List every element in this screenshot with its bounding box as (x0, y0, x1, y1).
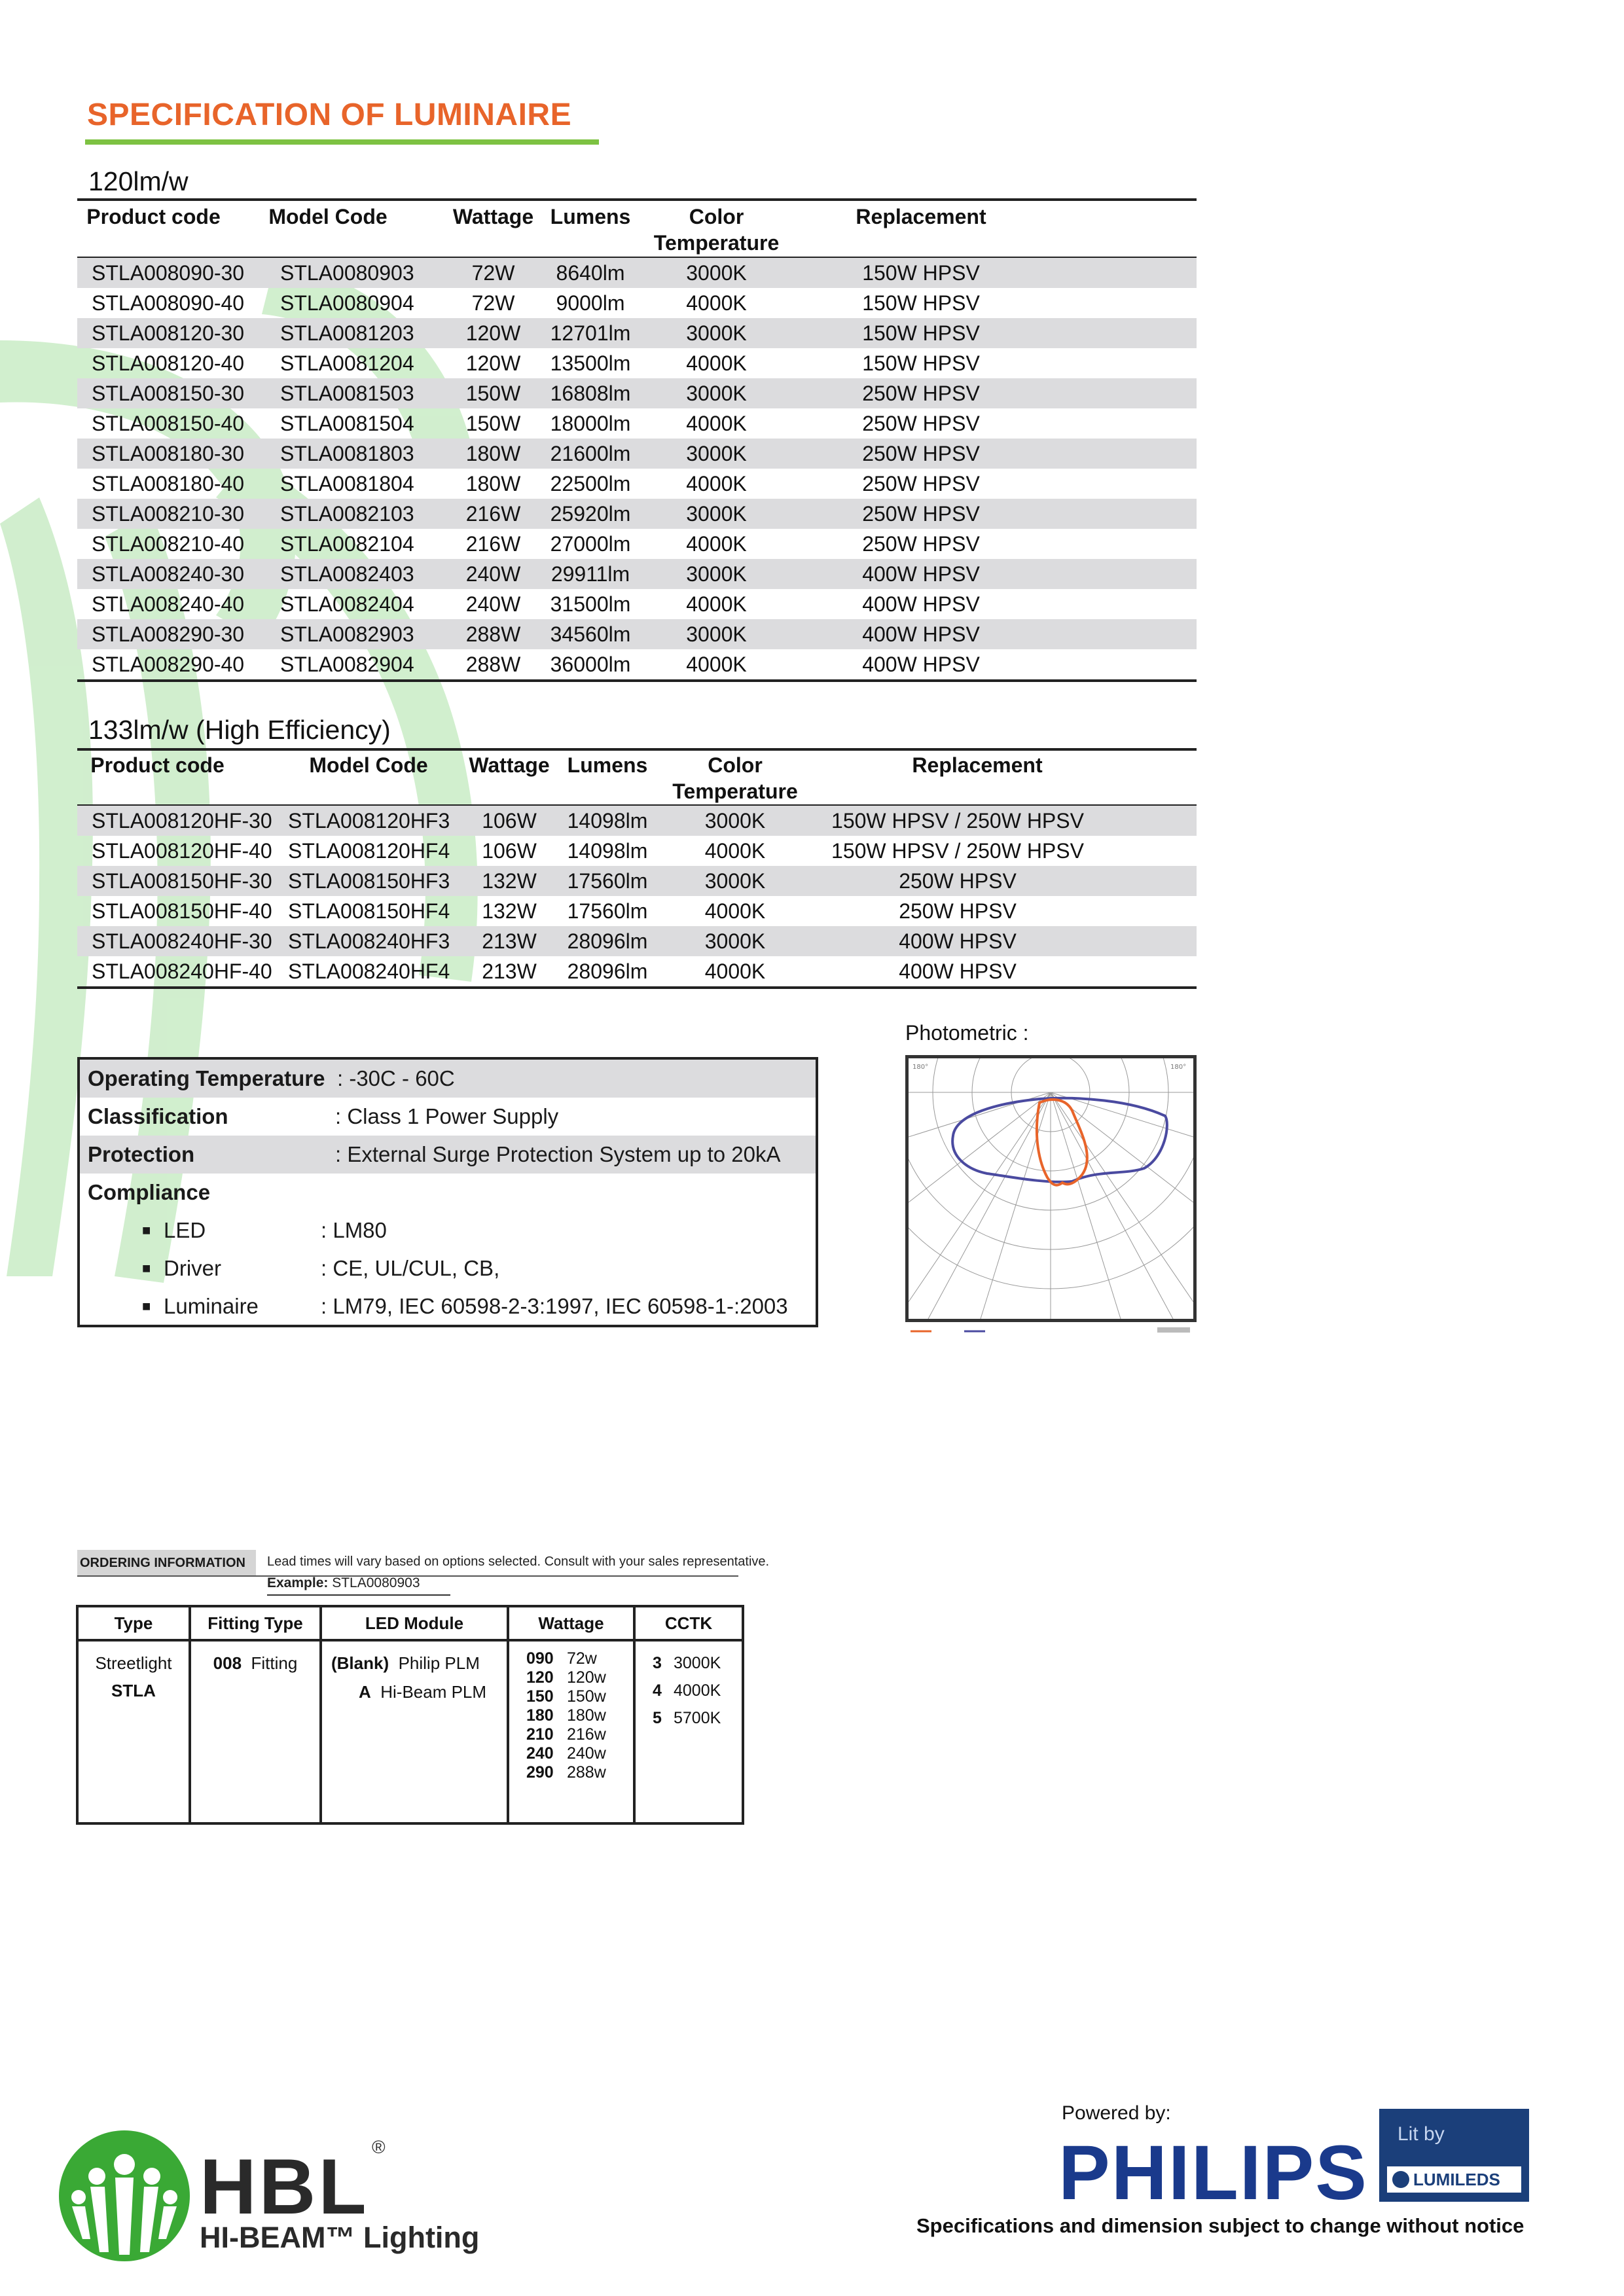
spec-value: : External Surge Protection System up to 20kA (335, 1142, 781, 1166)
option-code: 180 (526, 1706, 554, 1725)
compliance-value: : LM79, IEC 60598-2-3:1997, IEC 60598-1-:2003 (321, 1294, 788, 1318)
table-cell: 150W (449, 378, 537, 408)
table-cell: 3000K (660, 866, 810, 896)
table-cell: STLA008240-30 (77, 559, 253, 589)
col-header-wattage: Wattage (452, 205, 534, 228)
table-cell: 4000K (686, 531, 747, 556)
table-cell: 120W (465, 351, 521, 375)
table-cell: 4000K (686, 411, 747, 435)
table-cell: 8640lm (537, 257, 643, 288)
table-cell: 4000K (704, 899, 766, 923)
table-cell: 250W HPSV (789, 439, 1197, 469)
option-code: 150 (526, 1687, 554, 1706)
table-row (77, 318, 1197, 348)
table-cell: 4000K (686, 291, 747, 315)
option-code: 5 (653, 1709, 662, 1727)
table-cell: 213W (463, 926, 555, 956)
table-cell: STLA0081504 (280, 411, 414, 435)
table-cell: 106W (482, 838, 537, 863)
col-header-color-temp: Color Temperature (672, 753, 798, 803)
table-cell: STLA0082104 (280, 531, 414, 556)
compliance-item-luminaire (80, 1287, 816, 1325)
table-cell: 288W (465, 652, 521, 676)
table-cell: 250W HPSV (789, 378, 1197, 408)
example-underline (267, 1594, 450, 1596)
table-cell: 4000K (686, 652, 747, 676)
compliance-label: LED (164, 1218, 206, 1242)
fitting-code: 008 (213, 1653, 242, 1673)
lumileds-badge (1387, 2166, 1521, 2193)
philips-logo: PHILIPS (1058, 2130, 1368, 2216)
section-heading-120lmw: 120lm/w (88, 166, 189, 196)
table-cell: 132W (482, 899, 537, 923)
order-col-cctk: CCTK (634, 1606, 743, 1640)
table-cell: STLA0082904 (280, 652, 414, 676)
table-cell: 3000K (643, 559, 789, 589)
table-cell: 16808lm (537, 378, 643, 408)
table-cell: 31500lm (550, 592, 631, 616)
table-cell: STLA008210-40 (92, 531, 245, 556)
col-header-wattage: Wattage (469, 753, 550, 777)
order-cell-cctk (634, 1640, 743, 1823)
table-cell: 150W HPSV (789, 318, 1197, 348)
table-cell: 288W (449, 619, 537, 649)
compliance-label: Luminaire (164, 1294, 259, 1318)
table-cell: 25920lm (537, 499, 643, 529)
fitting-name: Fitting (251, 1653, 298, 1673)
hbl-logo-icon (52, 2124, 196, 2268)
type-name: Streetlight (95, 1653, 172, 1673)
table-cell: STLA008150HF4 (288, 899, 450, 923)
spec-row-operating-temperature (80, 1060, 816, 1098)
spec-label: Classification (88, 1104, 228, 1128)
table-cell: 3000K (643, 257, 789, 288)
table-cell: 240W (449, 559, 537, 589)
table-cell: 3000K (643, 439, 789, 469)
table-row (77, 619, 1197, 649)
lumileds-icon (1392, 2171, 1409, 2188)
table-cell: STLA0082103 (253, 499, 449, 529)
table-cell: 3000K (660, 805, 810, 836)
spec-label: Compliance (88, 1180, 211, 1204)
page-title: SPECIFICATION OF LUMINAIRE (87, 98, 572, 132)
table-row (77, 589, 1197, 619)
col-header-replacement: Replacement (912, 753, 1043, 777)
col-header-lumens: Lumens (550, 205, 631, 228)
cct-options (636, 1641, 742, 1822)
specifications-box (77, 1057, 818, 1327)
led-module-option (359, 1682, 486, 1702)
table-cell: 400W HPSV (862, 592, 980, 616)
table-row (77, 378, 1197, 408)
spec-value: : -30C - 60C (337, 1066, 455, 1090)
table-cell: 22500lm (550, 471, 631, 495)
option-row (526, 1668, 606, 1687)
table-cell: 4000K (686, 592, 747, 616)
option-code: 290 (526, 1763, 554, 1782)
fitting-option (191, 1653, 319, 1674)
ordering-note: Lead times will vary based on options selected. Consult with your sales representative. (267, 1554, 770, 1569)
table-row (77, 408, 1197, 439)
table-cell: STLA008210-30 (77, 499, 253, 529)
option-name: 72w (567, 1649, 597, 1668)
table-cell: 150W HPSV (862, 291, 980, 315)
table-cell: STLA008240HF-30 (77, 926, 274, 956)
bullet-icon: ■ (142, 1222, 151, 1238)
powered-by-label: Powered by: (1062, 2102, 1171, 2124)
spec-label: Operating Temperature (88, 1066, 325, 1090)
spec-table-133lmw-body (77, 805, 1197, 988)
table-cell: 28096lm (567, 959, 648, 983)
example-label: Example: (267, 1575, 329, 1590)
table-cell: 150W HPSV / 250W HPSV (810, 805, 1197, 836)
option-code: 4 (653, 1681, 662, 1700)
option-name: 120w (567, 1668, 606, 1687)
svg-text:180°: 180° (1170, 1064, 1187, 1071)
table-cell: 216W (449, 499, 537, 529)
table-cell: 150W (465, 411, 521, 435)
table-cell: STLA008180-30 (77, 439, 253, 469)
table-cell: 3000K (643, 378, 789, 408)
table-cell: 14098lm (567, 838, 648, 863)
wattage-options (509, 1641, 633, 1822)
col-header-replacement: Replacement (856, 205, 986, 228)
compliance-value: : CE, UL/CUL, CB, (321, 1256, 500, 1280)
col-header-lumens: Lumens (567, 753, 648, 777)
option-name: 5700K (674, 1709, 721, 1727)
table-row (77, 926, 1197, 956)
table-row (77, 288, 1197, 318)
col-header-color-temp: Color Temperature (653, 205, 780, 255)
table-cell: STLA008150-40 (92, 411, 245, 435)
table-row (77, 529, 1197, 559)
spec-label: Protection (88, 1142, 195, 1166)
photometric-curve-b (952, 1098, 1167, 1182)
compliance-item-led (80, 1211, 816, 1249)
spec-row-classification (80, 1098, 816, 1136)
option-code: 210 (526, 1725, 554, 1744)
ordering-information-header: ORDERING INFORMATION (77, 1550, 256, 1576)
bullet-icon: ■ (142, 1298, 151, 1314)
table-row (77, 439, 1197, 469)
compliance-value: : LM80 (321, 1218, 387, 1242)
option-name: 288w (567, 1763, 606, 1782)
disclaimer-note: Specifications and dimension subject to change without notice (916, 2214, 1525, 2237)
table-cell: 4000K (704, 959, 766, 983)
table-row (77, 499, 1197, 529)
order-cell-fitting (190, 1640, 321, 1823)
option-name: 216w (567, 1725, 606, 1744)
table-cell: 400W HPSV (810, 926, 1197, 956)
svg-text:180°: 180° (912, 1064, 929, 1071)
table-cell: 14098lm (555, 805, 660, 836)
table-cell: 72W (449, 257, 537, 288)
order-col-led-module: LED Module (321, 1606, 508, 1640)
table-cell: 28096lm (555, 926, 660, 956)
type-code: STLA (111, 1681, 156, 1700)
table-cell: 150W HPSV / 250W HPSV (831, 838, 1084, 863)
table-cell: 106W (463, 805, 555, 836)
table-cell: 17560lm (555, 866, 660, 896)
table-row (77, 836, 1197, 866)
table-cell: 36000lm (550, 652, 631, 676)
table-cell: 4000K (704, 838, 766, 863)
table-cell: STLA008240HF4 (288, 959, 450, 983)
table-row (77, 469, 1197, 499)
table-row (77, 896, 1197, 926)
table-cell: STLA008120HF4 (288, 838, 450, 863)
order-col-wattage: Wattage (508, 1606, 634, 1640)
option-row (526, 1706, 606, 1725)
table-cell: STLA008120HF-40 (92, 838, 272, 863)
table-cell: STLA0080904 (280, 291, 414, 315)
option-name: 150w (567, 1687, 606, 1706)
table-row (77, 956, 1197, 988)
table-cell: 250W HPSV (810, 866, 1197, 896)
table-cell: 9000lm (556, 291, 625, 315)
polar-plot (909, 1058, 1193, 1319)
hbl-wordmark: HBL (200, 2143, 369, 2231)
spec-table-133lmw (77, 748, 1197, 989)
table-cell: 4000K (686, 351, 747, 375)
table-cell: STLA0080903 (253, 257, 449, 288)
led-module-name: Philip PLM (398, 1653, 480, 1673)
table-cell: 27000lm (550, 531, 631, 556)
table-cell: STLA008240-40 (92, 592, 245, 616)
table-cell: 180W (465, 471, 521, 495)
lumileds-wordmark: LUMILEDS (1413, 2170, 1500, 2189)
registered-mark: ® (372, 2137, 386, 2157)
table-cell: 250W HPSV (862, 531, 980, 556)
table-cell: 3000K (643, 318, 789, 348)
led-module-code: (Blank) (331, 1653, 389, 1673)
table-cell: STLA008290-30 (77, 619, 253, 649)
table-cell: STLA008150HF-40 (92, 899, 272, 923)
hbl-tagline: HI-BEAM™ Lighting (200, 2221, 480, 2254)
table-cell: 132W (463, 866, 555, 896)
table-cell: STLA0082404 (280, 592, 414, 616)
table-cell: STLA008120-40 (92, 351, 245, 375)
table-cell: STLA008290-40 (92, 652, 245, 676)
table-row (77, 559, 1197, 589)
led-module-name: Hi-Beam PLM (380, 1682, 487, 1702)
table-cell: 17560lm (567, 899, 648, 923)
option-row (653, 1649, 721, 1677)
col-header-model-code: Model Code (268, 205, 388, 228)
table-cell: STLA008120HF-30 (77, 805, 274, 836)
table-cell: 400W HPSV (899, 959, 1017, 983)
table-cell: STLA0081803 (253, 439, 449, 469)
title-underline (85, 139, 599, 145)
option-row (526, 1763, 606, 1782)
table-row (77, 649, 1197, 681)
option-row (526, 1649, 597, 1668)
table-row (77, 348, 1197, 378)
spec-row-compliance (80, 1174, 816, 1211)
table-cell: 216W (465, 531, 521, 556)
table-cell: STLA008090-30 (77, 257, 253, 288)
table-cell: 34560lm (537, 619, 643, 649)
photometric-label: Photometric : (905, 1021, 1029, 1045)
table-cell: 3000K (660, 926, 810, 956)
ordering-example (267, 1575, 420, 1591)
table-cell: 13500lm (550, 351, 631, 375)
table-cell: STLA008180-40 (92, 471, 245, 495)
table-cell: 400W HPSV (789, 619, 1197, 649)
order-cell-type (77, 1640, 190, 1823)
table-cell: 3000K (643, 619, 789, 649)
table-cell: STLA008120HF3 (274, 805, 463, 836)
spec-table-120lmw-body (77, 257, 1197, 681)
option-row (653, 1704, 721, 1732)
table-cell: 400W HPSV (862, 652, 980, 676)
col-header-product-code: Product code (86, 205, 221, 228)
table-cell: 29911lm (537, 559, 643, 589)
order-cell-led-module (321, 1640, 508, 1823)
table-cell: STLA0081204 (280, 351, 414, 375)
table-cell: STLA008240HF3 (274, 926, 463, 956)
table-row (77, 866, 1197, 896)
spec-value: : Class 1 Power Supply (335, 1104, 559, 1128)
table-cell: STLA008150HF-30 (77, 866, 274, 896)
table-cell: 150W HPSV (789, 257, 1197, 288)
table-cell: STLA0081203 (253, 318, 449, 348)
table-cell: 3000K (643, 499, 789, 529)
spec-table-120lmw (77, 198, 1197, 682)
order-col-type: Type (77, 1606, 190, 1640)
option-name: 4000K (674, 1681, 721, 1700)
table-cell: 250W HPSV (899, 899, 1017, 923)
option-name: 240w (567, 1744, 606, 1763)
option-code: 3 (653, 1654, 662, 1672)
spec-row-protection (80, 1136, 816, 1174)
ordering-table (76, 1605, 744, 1825)
option-row (526, 1725, 606, 1744)
col-header-model-code: Model Code (309, 753, 428, 777)
table-cell: STLA008090-40 (92, 291, 245, 315)
table-cell: 12701lm (537, 318, 643, 348)
option-row (526, 1744, 606, 1763)
table-row (77, 257, 1197, 288)
lumileds-logo (1379, 2109, 1529, 2202)
option-name: 3000K (674, 1654, 721, 1672)
table-cell: STLA008150-30 (77, 378, 253, 408)
table-row (77, 805, 1197, 836)
table-cell: STLA008150HF3 (274, 866, 463, 896)
order-cell-wattage (508, 1640, 634, 1823)
table-cell: 240W (465, 592, 521, 616)
table-cell: 120W (449, 318, 537, 348)
photometric-diagram (905, 1055, 1197, 1322)
table-cell: STLA0081804 (280, 471, 414, 495)
col-header-product-code: Product code (90, 753, 225, 777)
table-cell: 180W (449, 439, 537, 469)
led-module-code: A (359, 1682, 371, 1702)
option-code: 240 (526, 1744, 554, 1763)
compliance-item-driver (80, 1249, 816, 1287)
led-module-option (331, 1653, 480, 1674)
example-value: STLA0080903 (332, 1575, 420, 1590)
lit-by-label: Lit by (1398, 2123, 1445, 2145)
option-code: 090 (526, 1649, 554, 1668)
table-cell: 250W HPSV (862, 411, 980, 435)
bullet-icon: ■ (142, 1260, 151, 1276)
table-cell: 213W (482, 959, 537, 983)
table-cell: STLA008120-30 (77, 318, 253, 348)
table-cell: 4000K (686, 471, 747, 495)
option-row (653, 1677, 721, 1704)
table-cell: 72W (471, 291, 515, 315)
table-cell: 250W HPSV (862, 471, 980, 495)
section-heading-133lmw: 133lm/w (High Efficiency) (88, 715, 391, 745)
table-cell: 18000lm (550, 411, 631, 435)
photometric-legend (905, 1323, 1197, 1336)
option-name: 180w (567, 1706, 606, 1725)
table-cell: 150W HPSV (862, 351, 980, 375)
table-cell: 250W HPSV (789, 499, 1197, 529)
table-cell: 400W HPSV (789, 559, 1197, 589)
compliance-label: Driver (164, 1256, 221, 1280)
table-cell: STLA0082903 (253, 619, 449, 649)
table-cell: STLA008240HF-40 (92, 959, 272, 983)
table-cell: STLA0081503 (253, 378, 449, 408)
option-code: 120 (526, 1668, 554, 1687)
order-col-fitting-type: Fitting Type (190, 1606, 321, 1640)
option-row (526, 1687, 606, 1706)
table-cell: STLA0082403 (253, 559, 449, 589)
table-cell: 21600lm (537, 439, 643, 469)
